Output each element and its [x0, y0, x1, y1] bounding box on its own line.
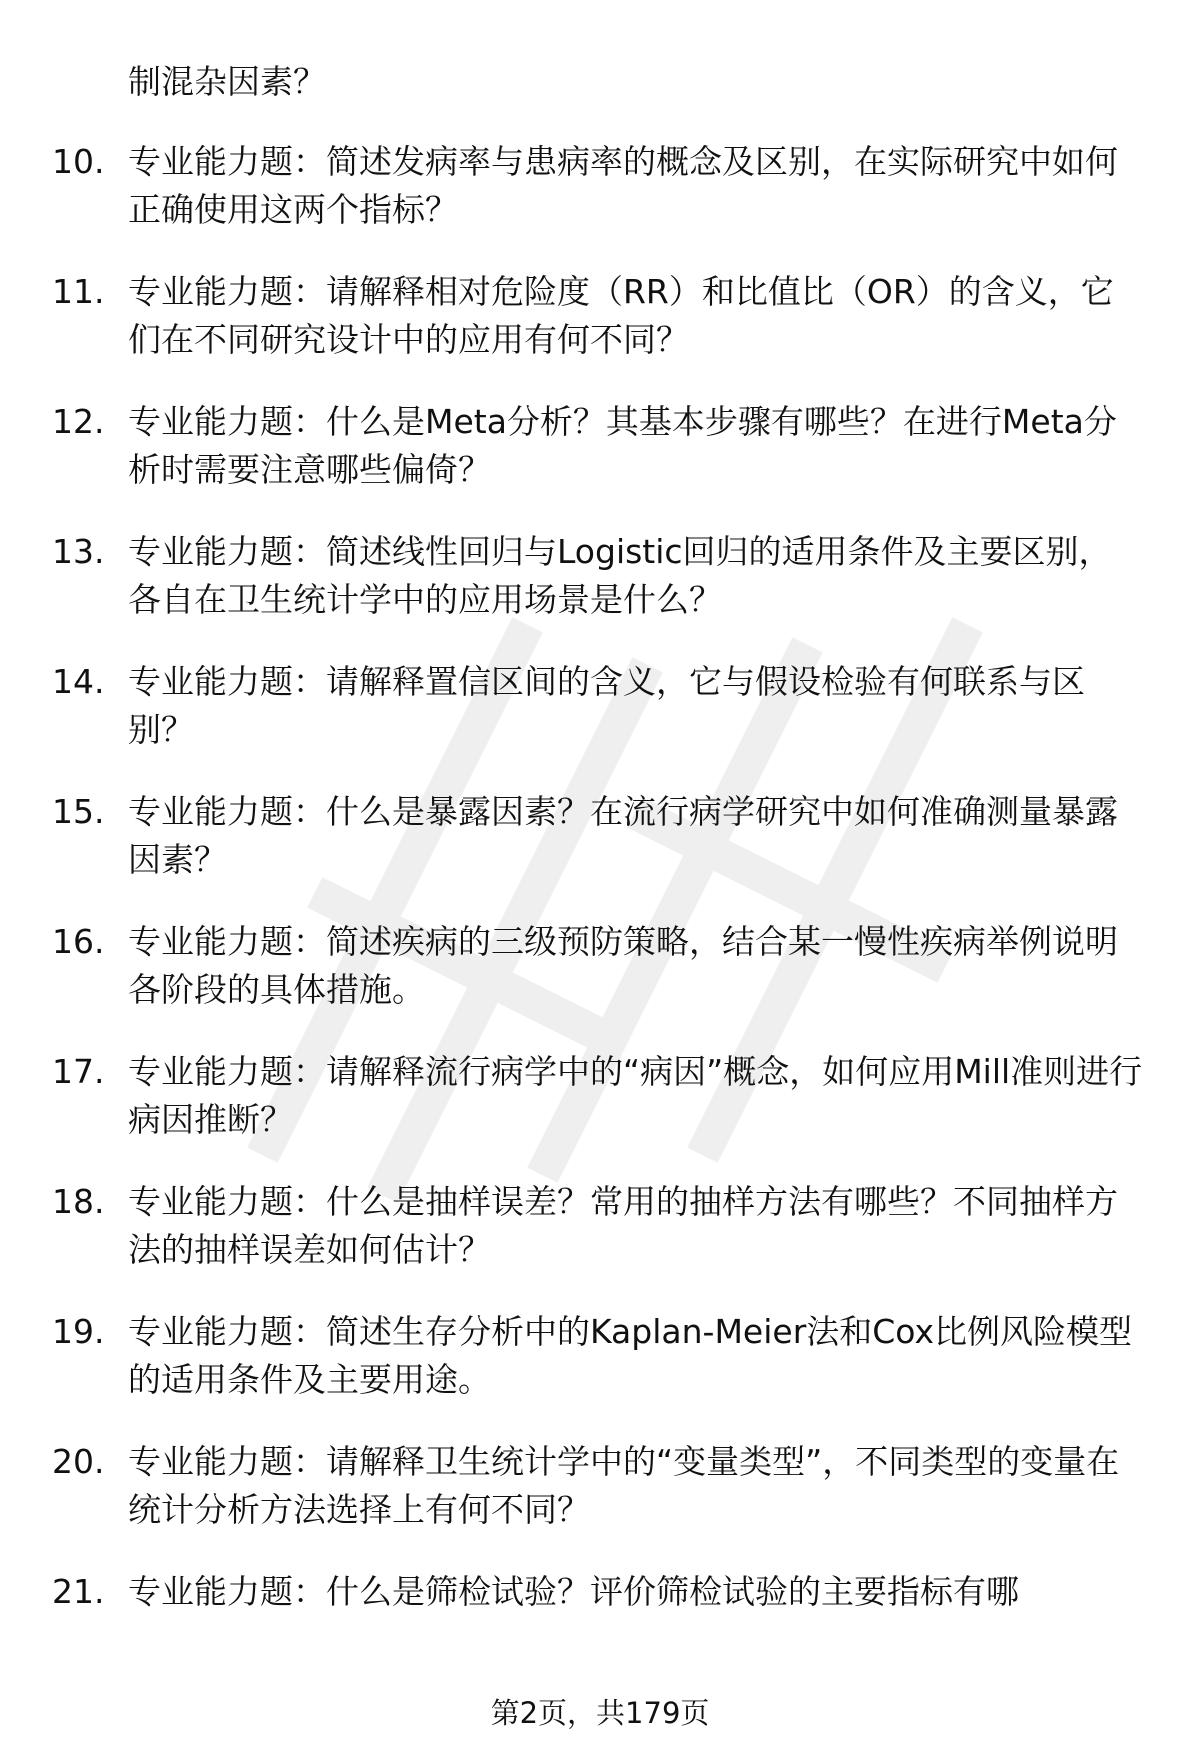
page-footer: 第2页，共179页: [490, 1696, 710, 1730]
question-text: 专业能力题：请解释卫生统计学中的“变量类型”，不同类型的变量在统计分析方法选择上有何不同？: [128, 1442, 1120, 1529]
question-number: 21.: [52, 1572, 105, 1611]
continuation-text: 制混杂因素？: [128, 62, 326, 101]
question-text: 专业能力题：简述生存分析中的Kaplan-Meier法和Cox比例风险模型的适用条件及主要用途。: [128, 1312, 1133, 1399]
question-text: 专业能力题：简述疾病的三级预防策略，结合某一慢性疾病举例说明各阶段的具体措施。: [128, 922, 1118, 1009]
question-item: [0, 658, 1200, 788]
question-number: 10.: [52, 142, 105, 181]
question-item: [0, 1048, 1200, 1178]
question-item: [0, 1178, 1200, 1308]
question-number: 18.: [52, 1182, 105, 1221]
question-number: 15.: [52, 792, 105, 831]
question-item: [0, 788, 1200, 918]
question-text: 专业能力题：什么是暴露因素？在流行病学研究中如何准确测量暴露因素？: [128, 792, 1118, 879]
question-number: 16.: [52, 922, 105, 961]
question-item: [0, 1308, 1200, 1438]
question-number: 20.: [52, 1442, 105, 1481]
question-item: [0, 918, 1200, 1048]
question-text: 专业能力题：请解释流行病学中的“病因”概念，如何应用Mill准则进行病因推断？: [128, 1052, 1143, 1139]
question-number: 12.: [52, 402, 105, 441]
question-item: [0, 398, 1200, 528]
question-text: 专业能力题：什么是抽样误差？常用的抽样方法有哪些？不同抽样方法的抽样误差如何估计？: [128, 1182, 1118, 1269]
question-number: 14.: [52, 662, 105, 701]
question-text: 专业能力题：请解释相对危险度（RR）和比值比（OR）的含义，它们在不同研究设计中的应用有何不同？: [128, 272, 1114, 359]
question-text: 专业能力题：什么是筛检试验？评价筛检试验的主要指标有哪: [128, 1572, 1019, 1611]
question-item: [0, 268, 1200, 398]
question-text: 专业能力题：简述线性回归与Logistic回归的适用条件及主要区别，各自在卫生统计学中的应用场景是什么？: [128, 532, 1112, 619]
question-item: [0, 528, 1200, 658]
question-text: 专业能力题：请解释置信区间的含义，它与假设检验有何联系与区别？: [128, 662, 1085, 749]
question-item: [0, 1438, 1200, 1568]
question-item: [0, 138, 1200, 268]
question-text: 专业能力题：简述发病率与患病率的概念及区别，在实际研究中如何正确使用这两个指标？: [128, 142, 1118, 229]
question-number: 17.: [52, 1052, 105, 1091]
question-text: 专业能力题：什么是Meta分析？其基本步骤有哪些？在进行Meta分析时需要注意哪些偏倚？: [128, 402, 1117, 489]
question-number: 19.: [52, 1312, 105, 1351]
question-list: [0, 138, 1200, 1698]
question-number: 11.: [52, 272, 105, 311]
question-number: 13.: [52, 532, 105, 571]
question-item: [0, 1568, 1200, 1698]
